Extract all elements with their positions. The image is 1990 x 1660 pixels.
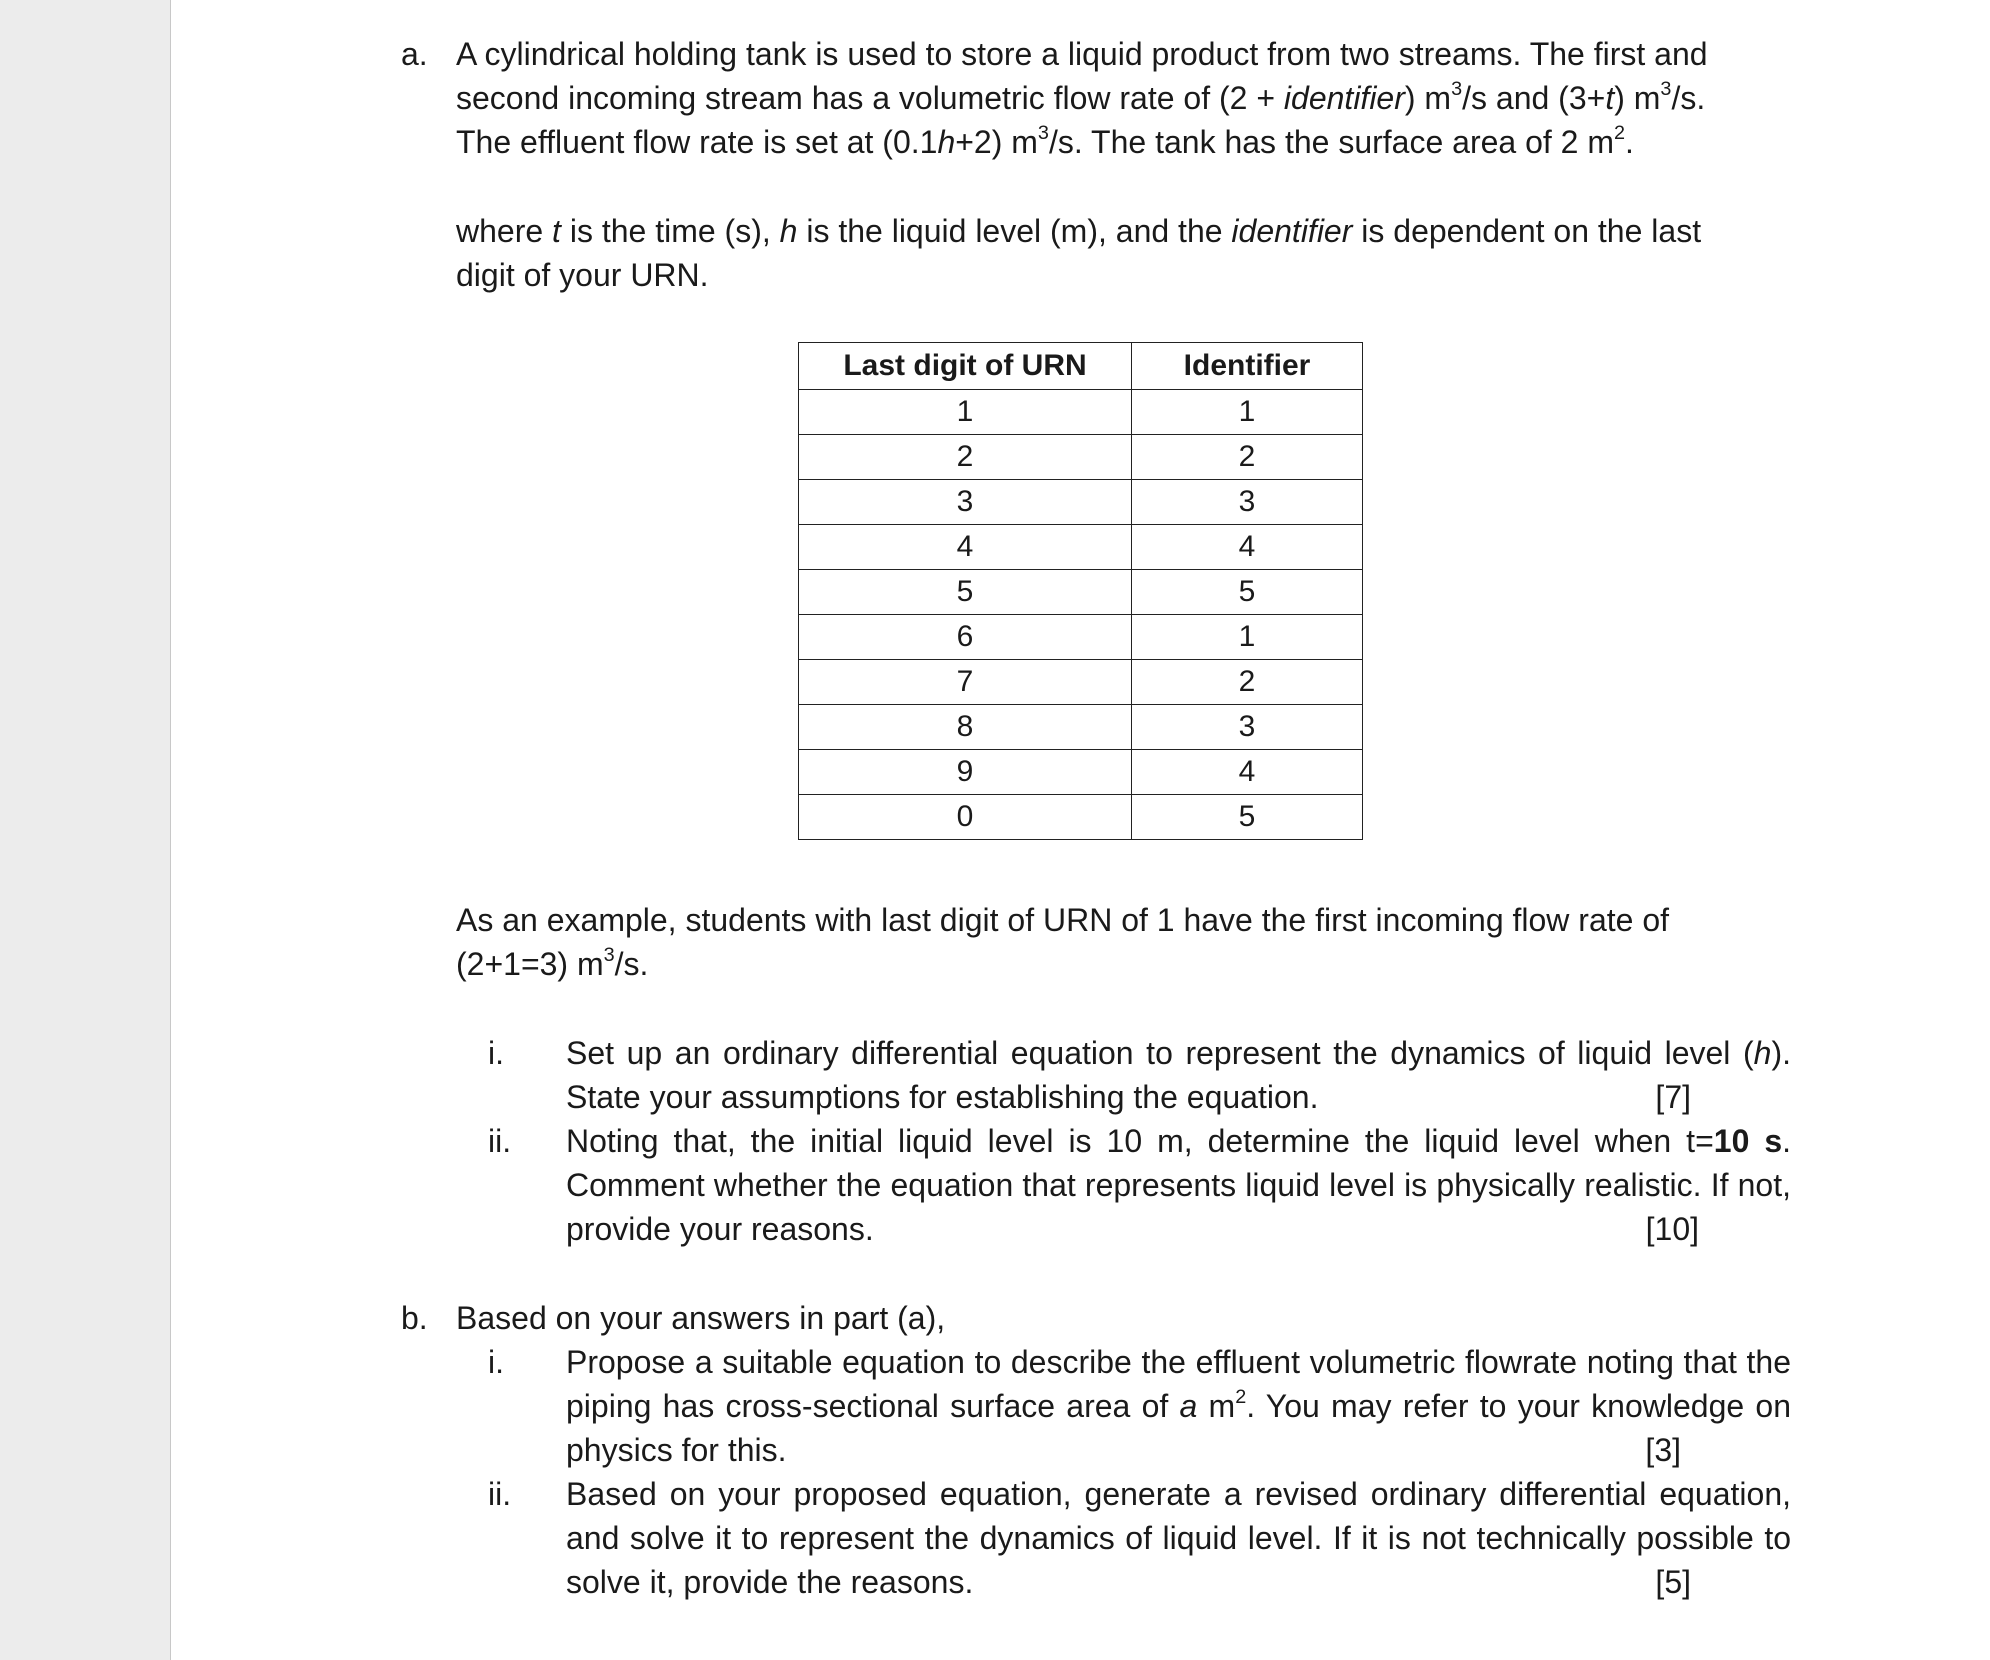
question-a-i-marker: i. <box>488 1035 504 1071</box>
table-row <box>799 615 1363 660</box>
table-cell-identifier: 5 <box>1132 570 1363 615</box>
table-row <box>799 435 1363 480</box>
table-row <box>799 750 1363 795</box>
table-row <box>799 390 1363 435</box>
question-b-i <box>456 1340 1791 1472</box>
table-row <box>799 705 1363 750</box>
where-line-2: digit of your URN. <box>456 257 709 293</box>
table-cell-identifier: 1 <box>1132 390 1363 435</box>
table-cell-identifier: 4 <box>1132 525 1363 570</box>
table-row <box>799 570 1363 615</box>
question-a-ii-text: Noting that, the initial liquid level is 10 m, determine the liquid level when t=10 s. Comment whether the equation that represents liquid level is physically realistic. If not, provide your reasons. [10] <box>566 1119 1791 1251</box>
table-cell-urn: 9 <box>799 750 1132 795</box>
part-b <box>401 1296 1791 1340</box>
table-cell-identifier: 5 <box>1132 795 1363 840</box>
table-row <box>799 795 1363 840</box>
table-cell-urn: 2 <box>799 435 1132 480</box>
part-b-marker: b. <box>401 1300 428 1336</box>
table-cell-urn: 8 <box>799 705 1132 750</box>
identifier-table-wrap <box>798 342 1791 840</box>
question-a-i-mark: [7] <box>1655 1079 1691 1115</box>
table-cell-urn: 5 <box>799 570 1132 615</box>
table-row <box>799 660 1363 705</box>
table-cell-identifier: 1 <box>1132 615 1363 660</box>
part-a-marker: a. <box>401 36 428 72</box>
table-cell-urn: 1 <box>799 390 1132 435</box>
identifier-table <box>798 342 1363 840</box>
table-cell-identifier: 2 <box>1132 435 1363 480</box>
where-line-1: where t is the time (s), h is the liquid level (m), and the identifier is dependent on the last <box>456 213 1702 249</box>
question-a-i <box>456 1031 1791 1119</box>
part-a-line-2: second incoming stream has a volumetric flow rate of (2 + identifier) $m^3/s$ and (3+t) $m^3/s$. <box>456 78 1706 116</box>
question-b-ii-marker: ii. <box>488 1476 512 1512</box>
table-row <box>799 525 1363 570</box>
question-b-i-mark: [3] <box>1645 1432 1681 1468</box>
document-content <box>401 32 1791 1604</box>
table-cell-identifier: 3 <box>1132 480 1363 525</box>
part-b-intro: Based on your answers in part (a), <box>456 1300 946 1336</box>
part-a-line-1: A cylindrical holding tank is used to store a liquid product from two streams. The first and <box>456 36 1708 72</box>
question-b-ii-mark: [5] <box>1655 1564 1691 1600</box>
table-header-row <box>799 343 1363 390</box>
document-page <box>170 0 1990 1660</box>
part-a-body <box>456 32 1791 986</box>
question-a-i-text: Set up an ordinary differential equation to represent the dynamics of liquid level (h). State your assumptions for establishing the equation. [7] <box>566 1031 1791 1119</box>
table-cell-identifier: 2 <box>1132 660 1363 705</box>
part-a-line-3: The effluent flow rate is set at (0.1h+2) $m^3/s$. The tank has the surface area of 2 $m^2$. <box>456 122 1634 160</box>
part-a <box>401 32 1791 986</box>
table-cell-identifier: 3 <box>1132 705 1363 750</box>
question-a-ii-mark: [10] <box>1645 1211 1699 1247</box>
example-line-1: As an example, students with last digit of URN of 1 have the first incoming flow rate of <box>456 902 1670 938</box>
table-cell-urn: 6 <box>799 615 1132 660</box>
table-cell-urn: 7 <box>799 660 1132 705</box>
question-a-ii <box>456 1119 1791 1251</box>
table-cell-urn: 0 <box>799 795 1132 840</box>
table-cell-urn: 4 <box>799 525 1132 570</box>
table-body <box>799 390 1363 840</box>
table-cell-urn: 3 <box>799 480 1132 525</box>
table-header-urn: Last digit of URN <box>799 343 1132 390</box>
table-header-identifier: Identifier <box>1132 343 1363 390</box>
question-b-ii <box>456 1472 1791 1604</box>
question-b-i-text: Propose a suitable equation to describe the effluent volumetric flowrate noting that the piping has cross-sectional surface area of a $m^2$. You may refer to your knowledge on physics for this. [3] <box>566 1340 1791 1472</box>
question-b-ii-text: Based on your proposed equation, generate a revised ordinary differential equation, and solve it to represent the dynamics of liquid level. If it is not technically possible to solve it, provide the reasons. [5] <box>566 1472 1791 1604</box>
table-cell-identifier: 4 <box>1132 750 1363 795</box>
example-line-2: (2+1=3) $m^3/s$. <box>456 944 649 982</box>
question-a-ii-marker: ii. <box>488 1123 512 1159</box>
question-b-i-marker: i. <box>488 1344 504 1380</box>
table-row <box>799 480 1363 525</box>
